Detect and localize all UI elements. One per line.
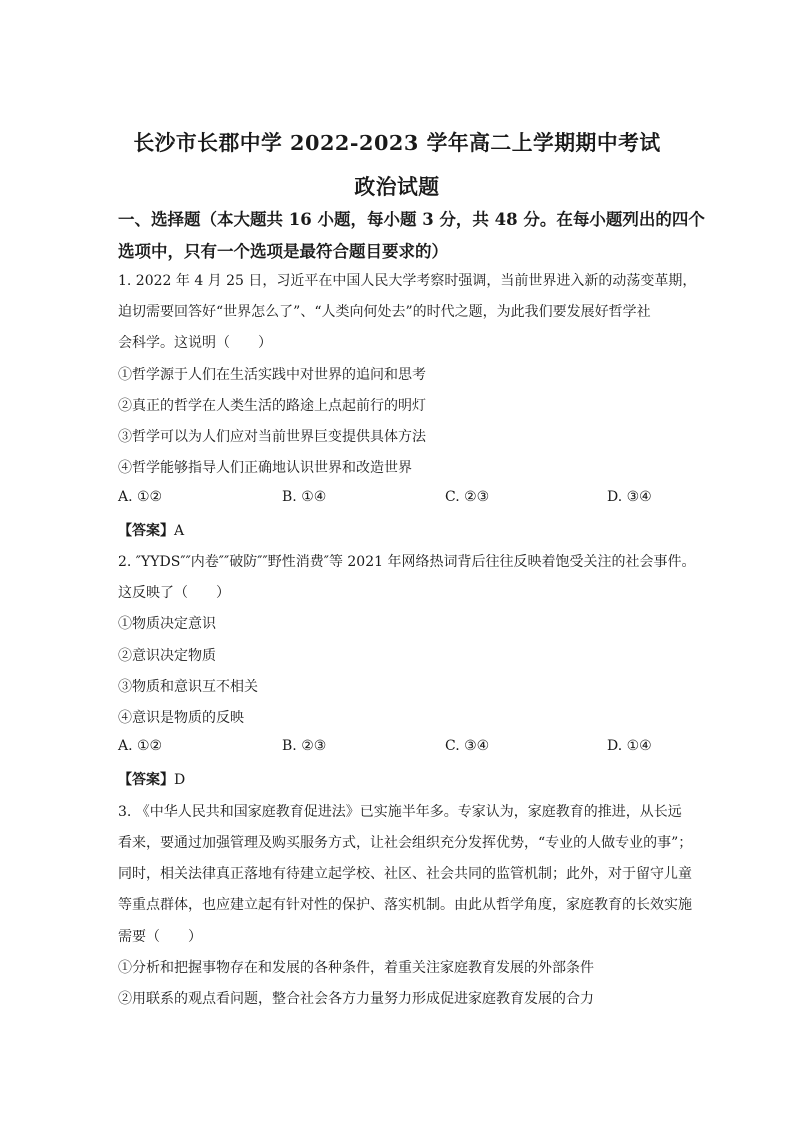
q1-statement-4: ④哲学能够指导人们正确地认识世界和改造世界 <box>118 460 412 476</box>
q1-answer-label: 【答案】 <box>118 523 174 539</box>
q2-statement-2: ②意识决定物质 <box>118 648 216 664</box>
q2-answer-value: D <box>174 772 186 788</box>
q2-option-c: C. ③④ <box>445 738 490 754</box>
section-heading-line-1: 一、选择题（本大题共 16 小题，每小题 3 分，共 48 分。在每小题列出的四个 <box>118 210 705 229</box>
q3-stem-line-2: 看来，要通过加强管理及购买服务方式，让社会组织充分发挥优势，“专业的人做专业的事”； <box>118 835 693 851</box>
q1-option-a: A. ①② <box>118 489 163 505</box>
q3-stem-line-3: 同时，相关法律真正落地有待建立起学校、社区、社会共同的监管机制；此外，对于留守儿童 <box>118 866 692 882</box>
q3-statement-2: ②用联系的观点看问题，整合社会各方力量努力形成促进家庭教育发展的合力 <box>118 991 594 1007</box>
q1-statement-1: ①哲学源于人们在生活实践中对世界的追问和思考 <box>118 367 426 383</box>
q1-option-b: B. ①④ <box>282 489 327 505</box>
page-title: 长沙市长郡中学 2022-2023 学年高二上学期期中考试 <box>133 130 661 155</box>
q1-statement-3: ③哲学可以为人们应对当前世界巨变提供具体方法 <box>118 429 426 445</box>
q2-statement-3: ③物质和意识互不相关 <box>118 679 258 695</box>
q2-stem-line-1: 2. ″YYDS″″内卷″″破防″″野性消费″等 2021 年网络热词背后往往反映着饱受关注的社会事件。 <box>118 554 696 570</box>
q3-stem-line-4: 等重点群体，也应建立起有针对性的保护、落实机制。由此从哲学角度，家庭教育的长效实施 <box>118 897 692 913</box>
q1-stem-line-3: 会科学。这说明（ ） <box>118 335 272 351</box>
q3-stem-line-1: 3. 《中华人民共和国家庭教育促进法》已实施半年多。专家认为，家庭教育的推进，从长远 <box>118 804 682 820</box>
q2-statement-1: ①物质决定意识 <box>118 616 216 632</box>
q2-option-a: A. ①② <box>118 738 163 754</box>
q2-option-d: D. ①④ <box>607 738 652 754</box>
q2-stem-line-2: 这反映了（ ） <box>118 585 230 601</box>
q2-answer-label: 【答案】 <box>118 772 174 788</box>
q1-answer-value: A <box>174 523 185 539</box>
q1-stem-line-1: 1. 2022 年 4 月 25 日，习近平在中国人民大学考察时强调，当前世界进入新的动荡变革期， <box>118 273 697 289</box>
q1-stem-line-2: 迫切需要回答好“世界怎么了”、“人类向何处去”的时代之题，为此我们要发展好哲学社 <box>118 304 651 320</box>
q1-statement-2: ②真正的哲学在人类生活的路途上点起前行的明灯 <box>118 398 426 414</box>
q2-answer <box>118 769 185 789</box>
q2-statement-4: ④意识是物质的反映 <box>118 710 244 726</box>
q1-option-d: D. ③④ <box>607 489 652 505</box>
section-heading-line-2: 选项中，只有一个选项是最符合题目要求的） <box>118 242 448 261</box>
page-subtitle: 政治试题 <box>354 174 440 199</box>
q1-option-c: C. ②③ <box>445 489 490 505</box>
q1-answer <box>118 520 184 540</box>
q3-statement-1: ①分析和把握事物存在和发展的各种条件，着重关注家庭教育发展的外部条件 <box>118 960 594 976</box>
q2-option-b: B. ②③ <box>282 738 327 754</box>
q3-stem-line-5: 需要（ ） <box>118 929 202 945</box>
